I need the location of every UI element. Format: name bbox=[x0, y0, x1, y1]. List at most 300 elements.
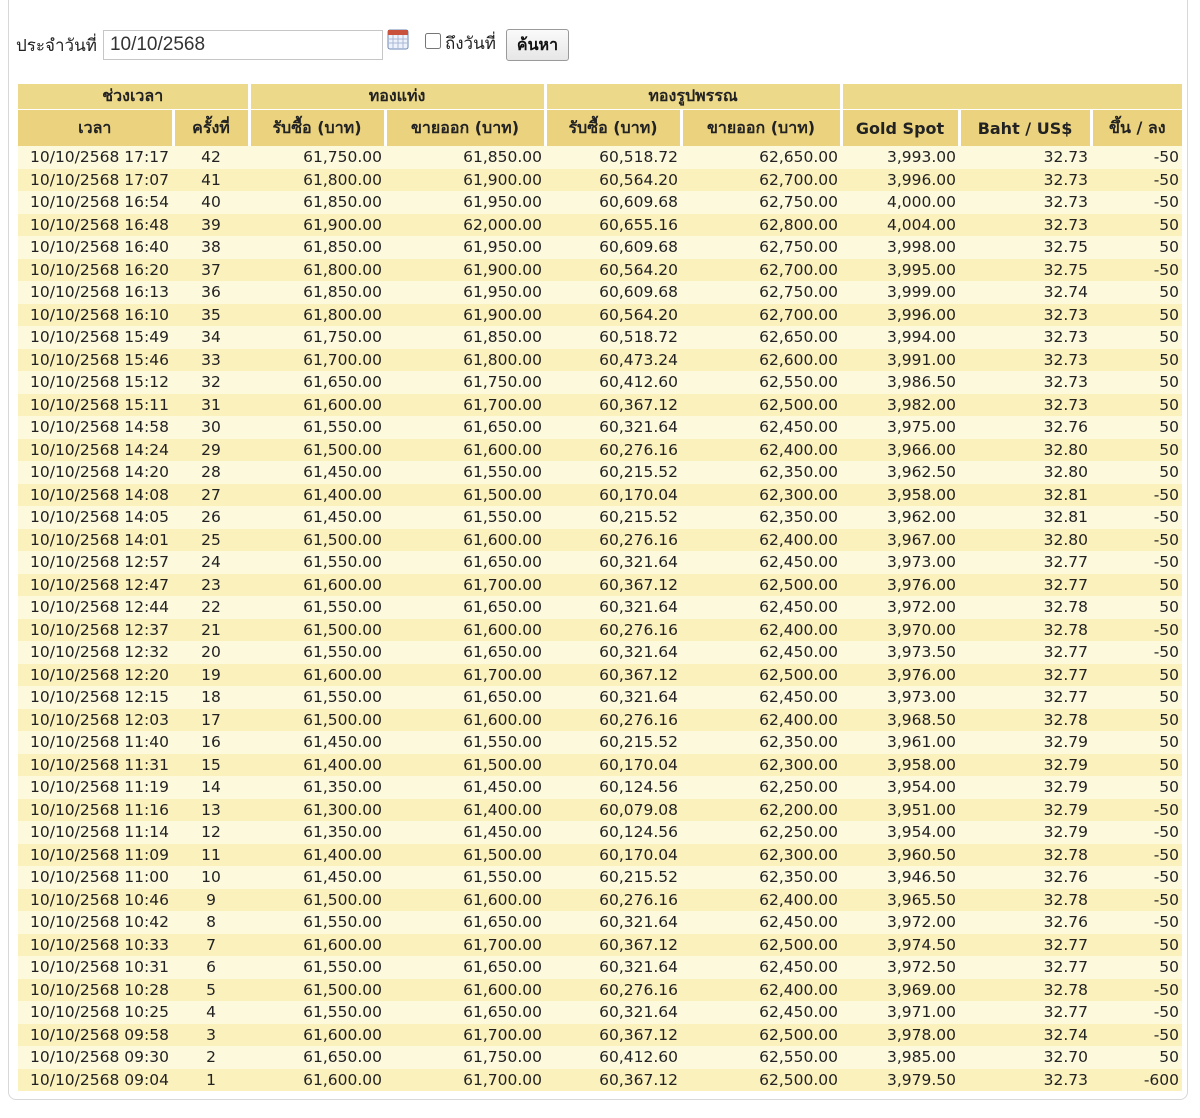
gold-spot-cell: 3,972.00 bbox=[841, 596, 959, 619]
time-cell: 10/10/2568 10:31 bbox=[18, 956, 173, 979]
round-cell: 3 bbox=[173, 1024, 249, 1047]
baht-usd-cell: 32.74 bbox=[959, 1024, 1091, 1047]
search-button[interactable]: ค้นหา bbox=[506, 29, 569, 61]
ornament-buy-cell: 60,655.16 bbox=[545, 214, 681, 237]
bar-sell-cell: 61,750.00 bbox=[385, 1046, 545, 1069]
ornament-sell-cell: 62,400.00 bbox=[681, 619, 841, 642]
ornament-sell-cell: 62,250.00 bbox=[681, 776, 841, 799]
round-cell: 10 bbox=[173, 866, 249, 889]
baht-usd-cell: 32.77 bbox=[959, 664, 1091, 687]
baht-usd-cell: 32.74 bbox=[959, 281, 1091, 304]
change-cell: -50 bbox=[1091, 844, 1182, 867]
ornament-buy-cell: 60,518.72 bbox=[545, 326, 681, 349]
table-row bbox=[18, 866, 1182, 889]
round-cell: 2 bbox=[173, 1046, 249, 1069]
ornament-buy-cell: 60,321.64 bbox=[545, 686, 681, 709]
baht-usd-cell: 32.78 bbox=[959, 844, 1091, 867]
ornament-buy-cell: 60,276.16 bbox=[545, 889, 681, 912]
baht-usd-cell: 32.79 bbox=[959, 776, 1091, 799]
time-cell: 10/10/2568 15:11 bbox=[18, 394, 173, 417]
table-row bbox=[18, 371, 1182, 394]
ornament-buy-cell: 60,276.16 bbox=[545, 709, 681, 732]
baht-usd-cell: 32.78 bbox=[959, 709, 1091, 732]
gold-spot-cell: 3,993.00 bbox=[841, 146, 959, 169]
round-cell: 5 bbox=[173, 979, 249, 1002]
time-cell: 10/10/2568 16:54 bbox=[18, 191, 173, 214]
ornament-buy-cell: 60,079.08 bbox=[545, 799, 681, 822]
gold-spot-cell: 3,994.00 bbox=[841, 326, 959, 349]
ornament-sell-cell: 62,800.00 bbox=[681, 214, 841, 237]
change-cell: -50 bbox=[1091, 889, 1182, 912]
table-row bbox=[18, 574, 1182, 597]
column-header: ขายออก (บาท) bbox=[681, 110, 841, 147]
time-cell: 10/10/2568 16:13 bbox=[18, 281, 173, 304]
bar-buy-cell: 61,650.00 bbox=[249, 1046, 385, 1069]
table-row bbox=[18, 461, 1182, 484]
table-row bbox=[18, 754, 1182, 777]
round-cell: 18 bbox=[173, 686, 249, 709]
baht-usd-cell: 32.79 bbox=[959, 731, 1091, 754]
round-cell: 11 bbox=[173, 844, 249, 867]
gold-spot-cell: 3,982.00 bbox=[841, 394, 959, 417]
time-cell: 10/10/2568 10:33 bbox=[18, 934, 173, 957]
change-cell: -50 bbox=[1091, 1001, 1182, 1024]
bar-sell-cell: 61,650.00 bbox=[385, 956, 545, 979]
bar-buy-cell: 61,450.00 bbox=[249, 506, 385, 529]
ornament-buy-cell: 60,412.60 bbox=[545, 1046, 681, 1069]
ornament-sell-cell: 62,700.00 bbox=[681, 169, 841, 192]
baht-usd-cell: 32.80 bbox=[959, 439, 1091, 462]
calendar-icon[interactable] bbox=[387, 28, 409, 50]
bar-sell-cell: 61,500.00 bbox=[385, 844, 545, 867]
gold-spot-cell: 3,974.50 bbox=[841, 934, 959, 957]
ornament-buy-cell: 60,124.56 bbox=[545, 776, 681, 799]
column-header: เวลา bbox=[18, 110, 173, 147]
time-cell: 10/10/2568 15:49 bbox=[18, 326, 173, 349]
change-cell: 50 bbox=[1091, 1046, 1182, 1069]
bar-sell-cell: 61,650.00 bbox=[385, 416, 545, 439]
ornament-sell-cell: 62,400.00 bbox=[681, 889, 841, 912]
table-row bbox=[18, 169, 1182, 192]
table-row bbox=[18, 844, 1182, 867]
baht-usd-cell: 32.76 bbox=[959, 416, 1091, 439]
time-cell: 10/10/2568 17:07 bbox=[18, 169, 173, 192]
ornament-buy-cell: 60,367.12 bbox=[545, 1024, 681, 1047]
change-cell: 50 bbox=[1091, 281, 1182, 304]
ornament-sell-cell: 62,650.00 bbox=[681, 146, 841, 169]
to-date-label: ถึงวันที่ bbox=[444, 33, 496, 54]
ornament-sell-cell: 62,350.00 bbox=[681, 506, 841, 529]
bar-sell-cell: 61,700.00 bbox=[385, 664, 545, 687]
date-label: ประจำวันที่ bbox=[16, 35, 97, 56]
baht-usd-cell: 32.78 bbox=[959, 979, 1091, 1002]
gold-spot-cell: 3,970.00 bbox=[841, 619, 959, 642]
round-cell: 7 bbox=[173, 934, 249, 957]
time-cell: 10/10/2568 12:37 bbox=[18, 619, 173, 642]
ornament-sell-cell: 62,350.00 bbox=[681, 461, 841, 484]
round-cell: 32 bbox=[173, 371, 249, 394]
baht-usd-cell: 32.73 bbox=[959, 349, 1091, 372]
baht-usd-cell: 32.77 bbox=[959, 641, 1091, 664]
baht-usd-cell: 32.76 bbox=[959, 911, 1091, 934]
round-cell: 19 bbox=[173, 664, 249, 687]
time-cell: 10/10/2568 14:24 bbox=[18, 439, 173, 462]
change-cell: 50 bbox=[1091, 956, 1182, 979]
change-cell: 50 bbox=[1091, 596, 1182, 619]
change-cell: -50 bbox=[1091, 799, 1182, 822]
round-cell: 14 bbox=[173, 776, 249, 799]
baht-usd-cell: 32.73 bbox=[959, 1069, 1091, 1092]
ornament-sell-cell: 62,700.00 bbox=[681, 259, 841, 282]
table-row bbox=[18, 686, 1182, 709]
time-cell: 10/10/2568 11:31 bbox=[18, 754, 173, 777]
ornament-buy-cell: 60,321.64 bbox=[545, 956, 681, 979]
change-cell: -50 bbox=[1091, 191, 1182, 214]
table-row bbox=[18, 416, 1182, 439]
ornament-buy-cell: 60,276.16 bbox=[545, 619, 681, 642]
round-cell: 24 bbox=[173, 551, 249, 574]
bar-sell-cell: 61,650.00 bbox=[385, 641, 545, 664]
time-cell: 10/10/2568 14:01 bbox=[18, 529, 173, 552]
bar-buy-cell: 61,750.00 bbox=[249, 326, 385, 349]
gold-spot-cell: 3,995.00 bbox=[841, 259, 959, 282]
round-cell: 33 bbox=[173, 349, 249, 372]
ornament-sell-cell: 62,500.00 bbox=[681, 934, 841, 957]
baht-usd-cell: 32.76 bbox=[959, 866, 1091, 889]
ornament-sell-cell: 62,650.00 bbox=[681, 326, 841, 349]
table-row bbox=[18, 979, 1182, 1002]
table-row bbox=[18, 304, 1182, 327]
time-cell: 10/10/2568 10:28 bbox=[18, 979, 173, 1002]
change-cell: 50 bbox=[1091, 349, 1182, 372]
change-cell: 50 bbox=[1091, 416, 1182, 439]
change-cell: -50 bbox=[1091, 821, 1182, 844]
bar-buy-cell: 61,850.00 bbox=[249, 281, 385, 304]
round-cell: 22 bbox=[173, 596, 249, 619]
table-row bbox=[18, 1046, 1182, 1069]
change-cell: 50 bbox=[1091, 394, 1182, 417]
gold-spot-cell: 3,946.50 bbox=[841, 866, 959, 889]
baht-usd-cell: 32.77 bbox=[959, 551, 1091, 574]
column-header: ขายออก (บาท) bbox=[385, 110, 545, 147]
round-cell: 38 bbox=[173, 236, 249, 259]
bar-buy-cell: 61,450.00 bbox=[249, 461, 385, 484]
table-row bbox=[18, 349, 1182, 372]
time-cell: 10/10/2568 11:00 bbox=[18, 866, 173, 889]
gold-spot-cell: 3,976.00 bbox=[841, 664, 959, 687]
round-cell: 36 bbox=[173, 281, 249, 304]
time-cell: 10/10/2568 15:46 bbox=[18, 349, 173, 372]
ornament-buy-cell: 60,321.64 bbox=[545, 1001, 681, 1024]
ornament-buy-cell: 60,170.04 bbox=[545, 484, 681, 507]
ornament-buy-cell: 60,367.12 bbox=[545, 574, 681, 597]
bar-sell-cell: 61,650.00 bbox=[385, 911, 545, 934]
column-header: ขึ้น / ลง bbox=[1091, 110, 1182, 147]
time-cell: 10/10/2568 16:40 bbox=[18, 236, 173, 259]
gold-spot-cell: 3,996.00 bbox=[841, 304, 959, 327]
table-row bbox=[18, 934, 1182, 957]
change-cell: -50 bbox=[1091, 529, 1182, 552]
gold-spot-cell: 3,996.00 bbox=[841, 169, 959, 192]
bar-sell-cell: 61,950.00 bbox=[385, 236, 545, 259]
round-cell: 34 bbox=[173, 326, 249, 349]
time-cell: 10/10/2568 17:17 bbox=[18, 146, 173, 169]
table-row bbox=[18, 1069, 1182, 1092]
bar-sell-cell: 61,900.00 bbox=[385, 259, 545, 282]
ornament-buy-cell: 60,276.16 bbox=[545, 439, 681, 462]
gold-spot-cell: 3,962.00 bbox=[841, 506, 959, 529]
bar-buy-cell: 61,800.00 bbox=[249, 169, 385, 192]
ornament-buy-cell: 60,367.12 bbox=[545, 664, 681, 687]
ornament-sell-cell: 62,450.00 bbox=[681, 956, 841, 979]
change-cell: -50 bbox=[1091, 911, 1182, 934]
table-row bbox=[18, 911, 1182, 934]
ornament-buy-cell: 60,321.64 bbox=[545, 551, 681, 574]
bar-buy-cell: 61,500.00 bbox=[249, 529, 385, 552]
gold-spot-cell: 3,960.50 bbox=[841, 844, 959, 867]
ornament-sell-cell: 62,350.00 bbox=[681, 731, 841, 754]
bar-buy-cell: 61,350.00 bbox=[249, 776, 385, 799]
round-cell: 8 bbox=[173, 911, 249, 934]
baht-usd-cell: 32.73 bbox=[959, 191, 1091, 214]
gold-spot-cell: 3,966.00 bbox=[841, 439, 959, 462]
group-header-gold-ornament: ทองรูปพรรณ bbox=[545, 84, 841, 110]
bar-sell-cell: 61,600.00 bbox=[385, 979, 545, 1002]
table-row bbox=[18, 596, 1182, 619]
column-header: รับซื้อ (บาท) bbox=[249, 110, 385, 147]
gold-spot-cell: 3,976.00 bbox=[841, 574, 959, 597]
round-cell: 15 bbox=[173, 754, 249, 777]
baht-usd-cell: 32.78 bbox=[959, 619, 1091, 642]
ornament-buy-cell: 60,609.68 bbox=[545, 191, 681, 214]
ornament-buy-cell: 60,124.56 bbox=[545, 821, 681, 844]
table-row bbox=[18, 506, 1182, 529]
ornament-buy-cell: 60,170.04 bbox=[545, 844, 681, 867]
baht-usd-cell: 32.78 bbox=[959, 596, 1091, 619]
time-cell: 10/10/2568 12:44 bbox=[18, 596, 173, 619]
gold-spot-cell: 3,968.50 bbox=[841, 709, 959, 732]
baht-usd-cell: 32.77 bbox=[959, 934, 1091, 957]
ornament-sell-cell: 62,450.00 bbox=[681, 686, 841, 709]
time-cell: 10/10/2568 14:58 bbox=[18, 416, 173, 439]
gold-spot-cell: 3,961.00 bbox=[841, 731, 959, 754]
time-cell: 10/10/2568 12:20 bbox=[18, 664, 173, 687]
bar-sell-cell: 62,000.00 bbox=[385, 214, 545, 237]
time-cell: 10/10/2568 16:20 bbox=[18, 259, 173, 282]
bar-sell-cell: 61,950.00 bbox=[385, 281, 545, 304]
change-cell: 50 bbox=[1091, 934, 1182, 957]
change-cell: -50 bbox=[1091, 484, 1182, 507]
bar-buy-cell: 61,400.00 bbox=[249, 754, 385, 777]
table-row bbox=[18, 191, 1182, 214]
change-cell: 50 bbox=[1091, 326, 1182, 349]
baht-usd-cell: 32.79 bbox=[959, 799, 1091, 822]
ornament-buy-cell: 60,564.20 bbox=[545, 304, 681, 327]
table-row bbox=[18, 484, 1182, 507]
bar-buy-cell: 61,600.00 bbox=[249, 394, 385, 417]
baht-usd-cell: 32.77 bbox=[959, 1001, 1091, 1024]
baht-usd-cell: 32.81 bbox=[959, 484, 1091, 507]
time-cell: 10/10/2568 09:30 bbox=[18, 1046, 173, 1069]
gold-spot-cell: 3,958.00 bbox=[841, 754, 959, 777]
gold-spot-cell: 4,004.00 bbox=[841, 214, 959, 237]
round-cell: 4 bbox=[173, 1001, 249, 1024]
change-cell: -50 bbox=[1091, 641, 1182, 664]
bar-buy-cell: 61,500.00 bbox=[249, 979, 385, 1002]
bar-buy-cell: 61,850.00 bbox=[249, 236, 385, 259]
ornament-sell-cell: 62,450.00 bbox=[681, 1001, 841, 1024]
change-cell: 50 bbox=[1091, 214, 1182, 237]
to-date-checkbox[interactable] bbox=[425, 33, 441, 49]
table-row bbox=[18, 799, 1182, 822]
column-header: ครั้งที่ bbox=[173, 110, 249, 147]
baht-usd-cell: 32.80 bbox=[959, 529, 1091, 552]
ornament-sell-cell: 62,400.00 bbox=[681, 439, 841, 462]
ornament-sell-cell: 62,400.00 bbox=[681, 709, 841, 732]
bar-sell-cell: 61,600.00 bbox=[385, 439, 545, 462]
bar-sell-cell: 61,700.00 bbox=[385, 574, 545, 597]
table-row bbox=[18, 146, 1182, 169]
ornament-sell-cell: 62,350.00 bbox=[681, 866, 841, 889]
gold-spot-cell: 3,999.00 bbox=[841, 281, 959, 304]
ornament-sell-cell: 62,400.00 bbox=[681, 529, 841, 552]
ornament-sell-cell: 62,200.00 bbox=[681, 799, 841, 822]
bar-buy-cell: 61,500.00 bbox=[249, 889, 385, 912]
round-cell: 31 bbox=[173, 394, 249, 417]
time-cell: 10/10/2568 12:57 bbox=[18, 551, 173, 574]
bar-sell-cell: 61,450.00 bbox=[385, 776, 545, 799]
baht-usd-cell: 32.79 bbox=[959, 821, 1091, 844]
round-cell: 26 bbox=[173, 506, 249, 529]
table-row bbox=[18, 259, 1182, 282]
bar-sell-cell: 61,600.00 bbox=[385, 529, 545, 552]
round-cell: 23 bbox=[173, 574, 249, 597]
bar-buy-cell: 61,750.00 bbox=[249, 146, 385, 169]
bar-buy-cell: 61,500.00 bbox=[249, 709, 385, 732]
change-cell: -600 bbox=[1091, 1069, 1182, 1092]
table-row bbox=[18, 956, 1182, 979]
baht-usd-cell: 32.73 bbox=[959, 304, 1091, 327]
time-cell: 10/10/2568 11:14 bbox=[18, 821, 173, 844]
ornament-sell-cell: 62,300.00 bbox=[681, 754, 841, 777]
bar-sell-cell: 61,850.00 bbox=[385, 146, 545, 169]
change-cell: -50 bbox=[1091, 259, 1182, 282]
round-cell: 12 bbox=[173, 821, 249, 844]
round-cell: 29 bbox=[173, 439, 249, 462]
round-cell: 28 bbox=[173, 461, 249, 484]
gold-spot-cell: 3,973.00 bbox=[841, 551, 959, 574]
change-cell: 50 bbox=[1091, 731, 1182, 754]
round-cell: 25 bbox=[173, 529, 249, 552]
ornament-buy-cell: 60,321.64 bbox=[545, 416, 681, 439]
baht-usd-cell: 32.73 bbox=[959, 146, 1091, 169]
round-cell: 30 bbox=[173, 416, 249, 439]
round-cell: 27 bbox=[173, 484, 249, 507]
bar-sell-cell: 61,550.00 bbox=[385, 461, 545, 484]
ornament-sell-cell: 62,250.00 bbox=[681, 821, 841, 844]
change-cell: 50 bbox=[1091, 776, 1182, 799]
time-cell: 10/10/2568 16:48 bbox=[18, 214, 173, 237]
ornament-buy-cell: 60,170.04 bbox=[545, 754, 681, 777]
table-row bbox=[18, 776, 1182, 799]
change-cell: -50 bbox=[1091, 979, 1182, 1002]
bar-buy-cell: 61,850.00 bbox=[249, 191, 385, 214]
date-input[interactable] bbox=[103, 30, 383, 60]
table-row bbox=[18, 731, 1182, 754]
ornament-buy-cell: 60,367.12 bbox=[545, 934, 681, 957]
round-cell: 41 bbox=[173, 169, 249, 192]
change-cell: 50 bbox=[1091, 686, 1182, 709]
ornament-sell-cell: 62,500.00 bbox=[681, 664, 841, 687]
ornament-buy-cell: 60,564.20 bbox=[545, 259, 681, 282]
time-cell: 10/10/2568 12:32 bbox=[18, 641, 173, 664]
time-cell: 10/10/2568 14:20 bbox=[18, 461, 173, 484]
bar-buy-cell: 61,550.00 bbox=[249, 911, 385, 934]
gold-spot-cell: 3,965.50 bbox=[841, 889, 959, 912]
table-row bbox=[18, 551, 1182, 574]
bar-buy-cell: 61,400.00 bbox=[249, 484, 385, 507]
gold-spot-cell: 3,971.00 bbox=[841, 1001, 959, 1024]
bar-buy-cell: 61,550.00 bbox=[249, 686, 385, 709]
time-cell: 10/10/2568 09:04 bbox=[18, 1069, 173, 1092]
bar-buy-cell: 61,450.00 bbox=[249, 866, 385, 889]
ornament-sell-cell: 62,750.00 bbox=[681, 236, 841, 259]
gold-spot-cell: 3,975.00 bbox=[841, 416, 959, 439]
ornament-buy-cell: 60,215.52 bbox=[545, 866, 681, 889]
bar-sell-cell: 61,600.00 bbox=[385, 889, 545, 912]
bar-sell-cell: 61,850.00 bbox=[385, 326, 545, 349]
bar-buy-cell: 61,500.00 bbox=[249, 619, 385, 642]
table-row bbox=[18, 619, 1182, 642]
gold-spot-cell: 3,991.00 bbox=[841, 349, 959, 372]
round-cell: 1 bbox=[173, 1069, 249, 1092]
table-row bbox=[18, 214, 1182, 237]
bar-buy-cell: 61,900.00 bbox=[249, 214, 385, 237]
gold-spot-cell: 4,000.00 bbox=[841, 191, 959, 214]
round-cell: 20 bbox=[173, 641, 249, 664]
bar-buy-cell: 61,700.00 bbox=[249, 349, 385, 372]
time-cell: 10/10/2568 16:10 bbox=[18, 304, 173, 327]
gold-spot-cell: 3,972.50 bbox=[841, 956, 959, 979]
bar-buy-cell: 61,550.00 bbox=[249, 416, 385, 439]
ornament-sell-cell: 62,700.00 bbox=[681, 304, 841, 327]
round-cell: 37 bbox=[173, 259, 249, 282]
bar-buy-cell: 61,650.00 bbox=[249, 371, 385, 394]
bar-sell-cell: 61,600.00 bbox=[385, 709, 545, 732]
time-cell: 10/10/2568 15:12 bbox=[18, 371, 173, 394]
group-header-other bbox=[841, 84, 1182, 110]
ornament-sell-cell: 62,500.00 bbox=[681, 1069, 841, 1092]
gold-spot-cell: 3,967.00 bbox=[841, 529, 959, 552]
round-cell: 40 bbox=[173, 191, 249, 214]
baht-usd-cell: 32.79 bbox=[959, 754, 1091, 777]
bar-buy-cell: 61,400.00 bbox=[249, 844, 385, 867]
gold-spot-cell: 3,951.00 bbox=[841, 799, 959, 822]
bar-buy-cell: 61,450.00 bbox=[249, 731, 385, 754]
group-header-gold-bar: ทองแท่ง bbox=[249, 84, 545, 110]
bar-sell-cell: 61,700.00 bbox=[385, 1069, 545, 1092]
time-cell: 10/10/2568 14:08 bbox=[18, 484, 173, 507]
group-header-period: ช่วงเวลา bbox=[18, 84, 249, 110]
change-cell: 50 bbox=[1091, 304, 1182, 327]
baht-usd-cell: 32.77 bbox=[959, 574, 1091, 597]
time-cell: 10/10/2568 14:05 bbox=[18, 506, 173, 529]
bar-sell-cell: 61,650.00 bbox=[385, 686, 545, 709]
gold-price-table bbox=[18, 84, 1182, 1091]
column-header-row bbox=[18, 110, 1182, 147]
ornament-buy-cell: 60,276.16 bbox=[545, 529, 681, 552]
bar-buy-cell: 61,550.00 bbox=[249, 641, 385, 664]
